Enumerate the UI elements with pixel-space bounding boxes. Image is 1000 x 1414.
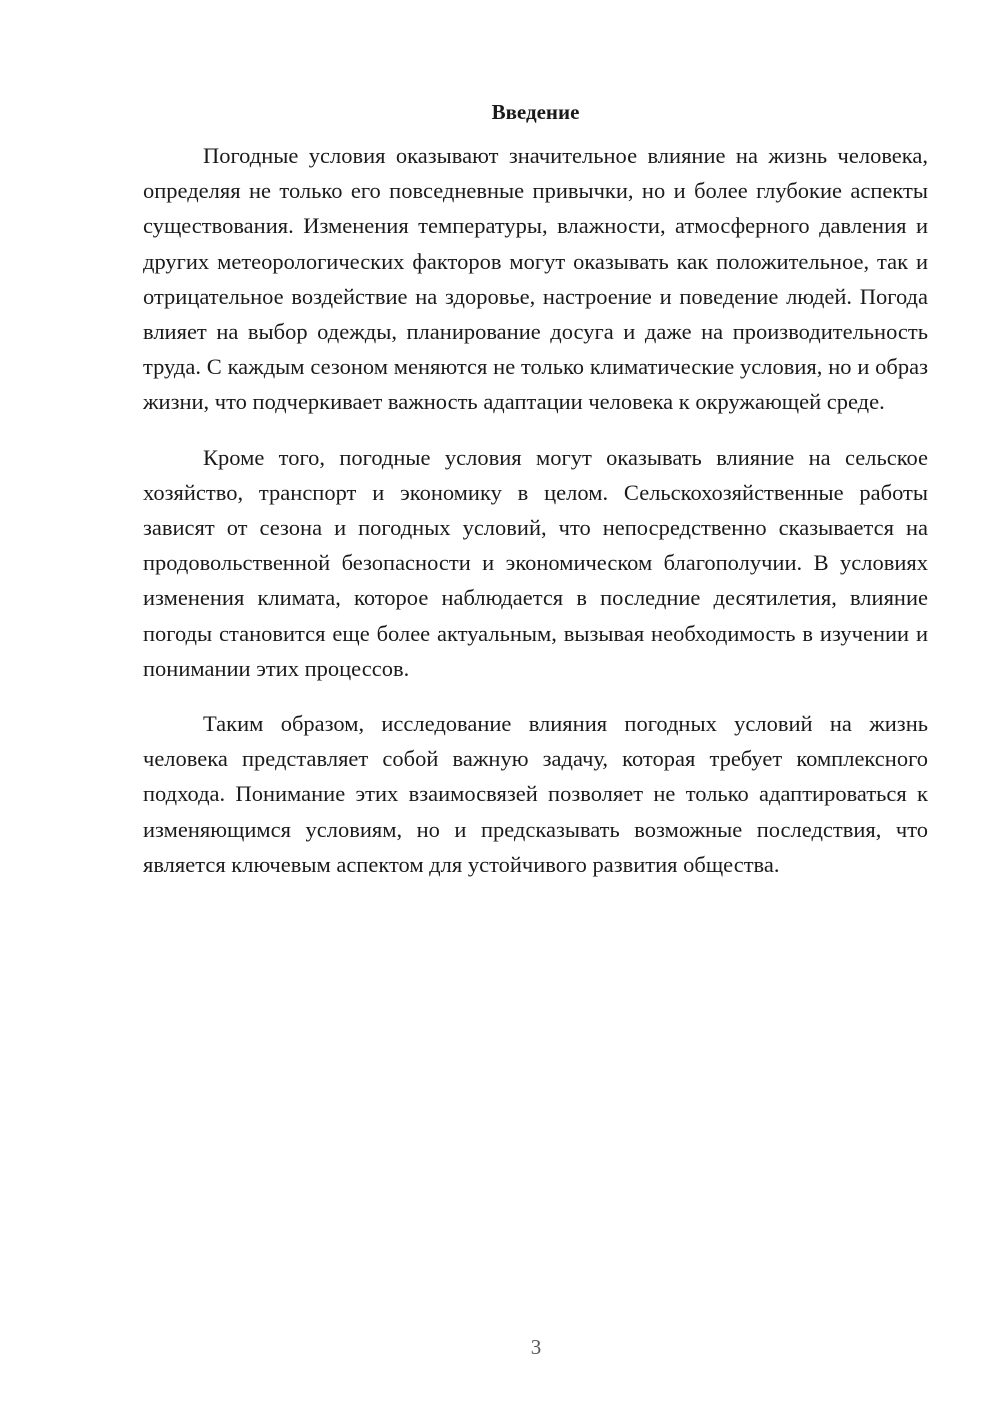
page-number: 3 <box>530 1335 542 1359</box>
paragraph-3: Таким образом, исследование влияния погодных условий на жизнь человека представляет собой важную задачу, которая требует комплексного подхода. Понимание этих взаимосвязей позволяет не только адаптироваться к изменяющимся условиям, но и предсказывать возможные последствия, что является ключевым аспектом для устойчивого развития общества. <box>143 711 928 877</box>
page-content <box>143 96 928 882</box>
section-title: Введение <box>491 100 580 124</box>
paragraph-2: Кроме того, погодные условия могут оказывать влияние на сельское хозяйство, транспорт и экономику в целом. Сельскохозяйственные работы зависят от сезона и погодных условий, что непосредственно сказывается на продовольственной безопасности и экономическом благополучии. В условиях изменения климата, которое наблюдается в последние десятилетия, влияние погоды становится еще более актуальным, вызывая необходимость в изучении и понимании этих процессов. <box>143 444 928 681</box>
paragraph-1: Погодные условия оказывают значительное влияние на жизнь человека, определяя не только его повседневные привычки, но и более глубокие аспекты существования. Изменения температуры, влажности, атмосферного давления и других метеорологических факторов могут оказывать как положительное, так и отрицательное воздействие на здоровье, настроение и поведение людей. Погода влияет на выбор одежды, планирование досуга и даже на производительность труда. С каждым сезоном меняются не только климатические условия, но и образ жизни, что подчеркивает важность адаптации человека к окружающей среде. <box>143 143 928 415</box>
